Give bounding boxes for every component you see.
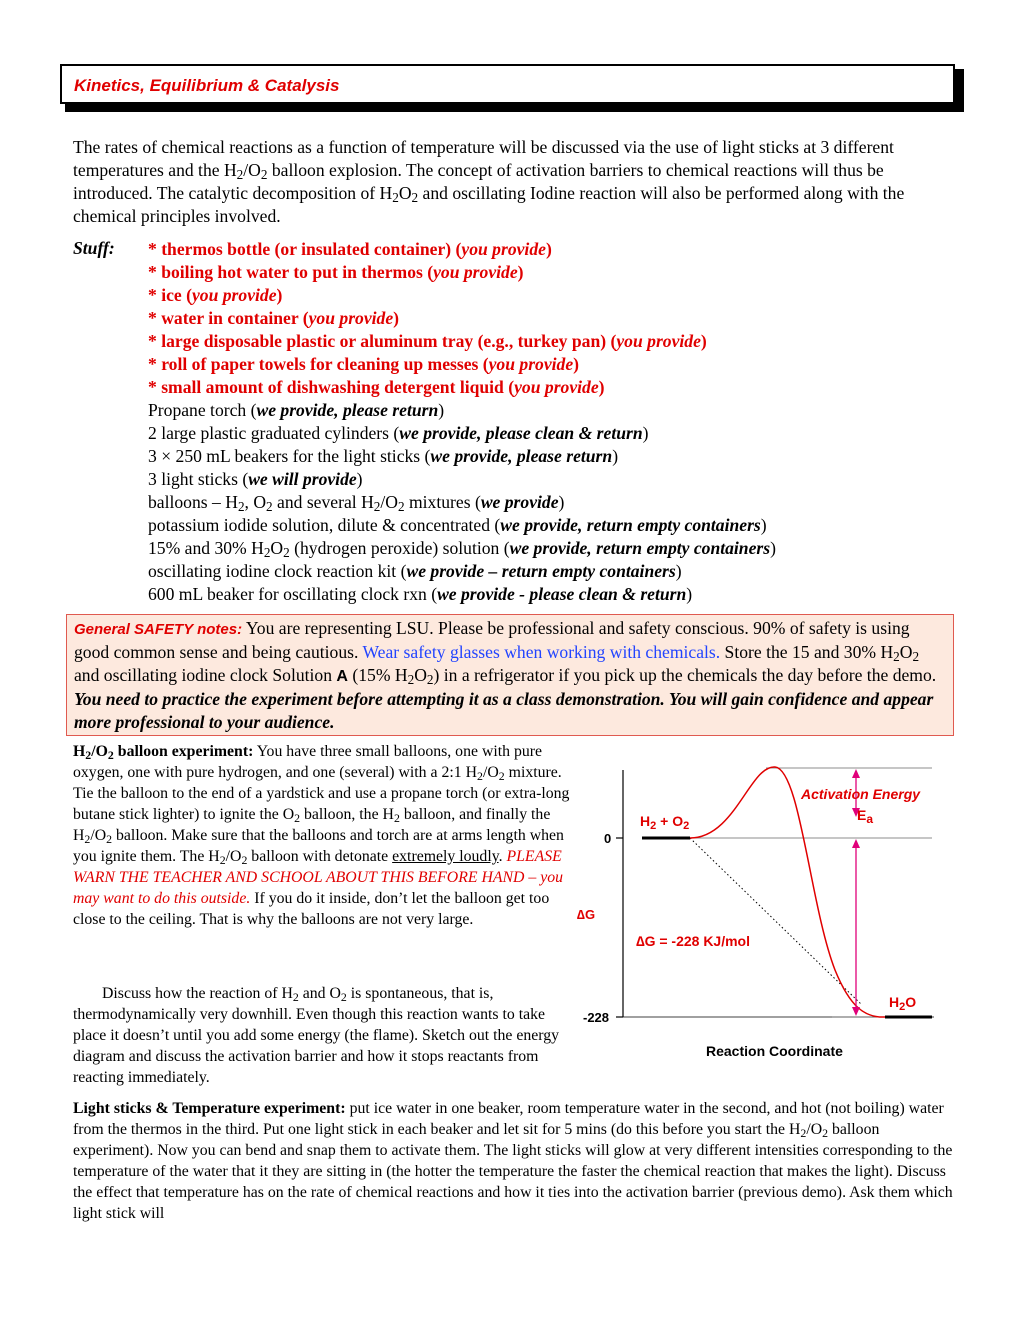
list-item: balloons – $H_2$, $O_2$ and several $H_2/O_2$ mixtures (we provide) [148, 492, 565, 514]
minus228-tick-label: -228 [583, 1010, 610, 1025]
list-item: Propane torch (we provide, please return) [148, 400, 445, 420]
list-item: 3 × 250 mL beakers for the light sticks (we provide, please return) [148, 446, 619, 466]
balloon-heading: $H_2/O_2$ balloon experiment: [73, 743, 254, 762]
stuff-list [148, 238, 968, 606]
dg-arrowhead-top [852, 839, 860, 848]
page-title: Kinetics, Equilibrium & Catalysis [74, 76, 340, 95]
intro-paragraph: The rates of chemical reactions as a function of temperature will be discussed via the use of light sticks at 3 different temperatures and the $H_2/O_2$ balloon explosion. The concept of activation barriers to chemical reactions will thus be introduced. The catalytic decomposition of $H_2O_2$ and oscillating Iodine reaction will also be performed along with the chemical principles involved. [73, 137, 905, 226]
light-sticks-heading: Light sticks & Temperature experiment: [73, 1100, 346, 1117]
safety-glasses-note: Wear safety glasses when working with chemicals. [362, 642, 721, 662]
title-box [60, 64, 955, 104]
warning-text: PLEASE WARN THE TEACHER AND SCHOOL ABOUT THIS BEFORE HAND – you may want to do this outside. [73, 848, 564, 907]
product-label: $H_2O$ [889, 994, 917, 1013]
dg-arrowhead-bottom [852, 1007, 860, 1016]
list-item: * roll of paper towels for cleaning up messes (you provide) [148, 354, 580, 374]
ea-label: Ea [857, 807, 874, 826]
x-axis-label: Reaction Coordinate [706, 1043, 843, 1059]
direct-path-dotted [690, 838, 862, 1005]
reactants-label: $H_2 + O_2$ [640, 813, 690, 832]
list-item: 3 light sticks (we will provide) [148, 469, 363, 489]
safety-notes-box: General SAFETY notes: You are representing LSU. Please be professional and safety conscious. 90% of safety is using good common sense and being cautious. Wear safety glasses when working with chemicals. Store the 15 and 30% $H_2O_2$ and oscillating iodine clock Solution A (15% $H_2O_2$) in a refrigerator if you pick up the chemicals the day before the demo. You need to practice the experiment before attempting it as a class demonstration. You will gain confidence and appear more professional to your audience. [66, 614, 954, 736]
energy-diagram [570, 755, 950, 1065]
safety-label: General SAFETY notes: [74, 621, 243, 638]
list-item: * ice (you provide) [148, 285, 283, 305]
formula-h2o2: $H_2O_2$ [379, 183, 419, 205]
list-item: * small amount of dishwashing detergent liquid (you provide) [148, 377, 605, 397]
list-item: * large disposable plastic or aluminum tray (e.g., turkey pan) (you provide) [148, 331, 707, 351]
list-item: * boiling hot water to put in thermos (you provide) [148, 262, 524, 282]
list-item: 15% and 30% $H_2O_2$ (hydrogen peroxide) solution (we provide, return empty containers) [148, 538, 776, 560]
activation-energy-label: Activation Energy [801, 786, 921, 802]
balloon-experiment-paragraph: $H_2/O_2$ balloon experiment: You have three small balloons, one with pure oxygen, one with pure hydrogen, and one (several) with a 2:1 $H_2/O_2$ mixture. Tie the balloon to the end of a yardstick and use a propane torch (or extra-long butane stick lighter) to ignite the $O_2$ balloon, the $H_2$ balloon, and finally the $H_2/O_2$ balloon. Make sure that the balloons and torch are at arms length when you ignite them. The $H_2/O_2$ balloon with detonate extremely loudly. PLEASE WARN THE TEACHER AND SCHOOL ABOUT THIS BEFORE HAND – you may want to do this outside. If you do it inside, don’t let the balloon get too close to the ceiling. That is why the balloons are not very large. [73, 743, 570, 928]
list-item: 2 large plastic graduated cylinders (we provide, please clean & return) [148, 423, 649, 443]
list-item: potassium iodide solution, dilute & concentrated (we provide, return empty containers) [148, 515, 767, 535]
list-item: * thermos bottle (or insulated container) (you provide) [148, 239, 552, 259]
light-sticks-paragraph: Light sticks & Temperature experiment: put ice water in one beaker, room temperature water in the second, and hot (not boiling) water from the thermos in the third. Put one light stick in each beaker and let sit for 5 mins (do this before you start the $H_2/O_2$ balloon experiment). Now you can bend and snap them to activate them. The light sticks will glow at very different intensities corresponding to the temperature of the water that it they are sitting in (the hotter the temperature the faster the chemical reaction that makes the light). Discuss the effect that temperature has on the rate of chemical reactions and how it ties into the activation barrier (previous demo). Ask them which light stick will [73, 1100, 953, 1222]
stuff-label: Stuff: [73, 238, 115, 258]
list-item: * water in container (you provide) [148, 308, 400, 328]
zero-tick-label: 0 [604, 831, 612, 846]
list-item: oscillating iodine clock reaction kit (we provide – return empty containers) [148, 561, 682, 581]
delta-g-value-label: ∆G = -228 KJ/mol [636, 933, 750, 949]
practice-note: You need to practice the experiment before attempting it as a class demonstration. You will gain confidence and appear more professional to your audience. [74, 689, 934, 732]
ea-arrowhead-top [852, 769, 860, 778]
delta-g-axis-label: ∆G [577, 907, 596, 922]
list-item: 600 mL beaker for oscillating clock rxn (we provide - please clean & return) [148, 584, 693, 604]
discuss-paragraph: Discuss how the reaction of $H_2$ and $O_2$ is spontaneous, that is, thermodynamically very downhill. Even though this reaction wants to take place it doesn’t until you add some energy (the flame). Sketch out the energy diagram and discuss the activation barrier and how it stops reactants from reacting immediately. [73, 985, 560, 1086]
formula-h2-o2: $H_2/O_2$ [223, 160, 268, 182]
